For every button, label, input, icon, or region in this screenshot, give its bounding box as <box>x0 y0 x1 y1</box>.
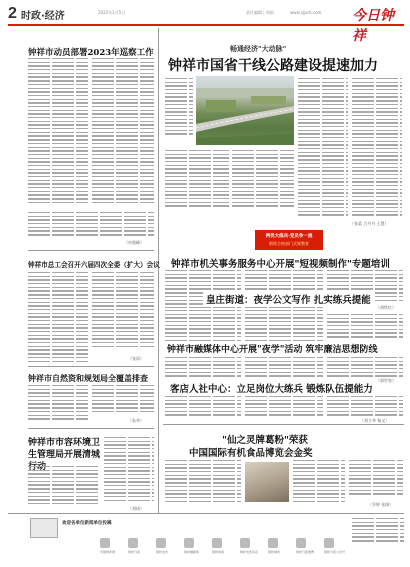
feature-body <box>245 396 323 418</box>
footer-logo <box>30 518 58 538</box>
feature-headline: 钟祥市融媒体中心开展"夜学"活动 筑牢廉洁思想防线 <box>167 342 380 355</box>
road-photo <box>196 76 294 145</box>
feature-banner <box>255 230 323 250</box>
footer-icon-label: 钟祥视频 <box>212 550 225 554</box>
feature-headline: 钟祥市机关事务服务中心开展"短视频制作"专题培训 <box>171 259 390 270</box>
footer-icon-5[interactable] <box>212 538 222 548</box>
feature-byline: （刘立华 杨文） <box>360 418 390 423</box>
bottom-body <box>165 460 241 506</box>
footer-print-info <box>352 518 404 544</box>
footer-icon-label: 中国钟祥网 <box>100 550 116 554</box>
footer-icon-label: 钟祥发布抖音 <box>240 550 259 554</box>
bottom-body <box>293 460 345 506</box>
footer-notice: 欢迎各单位新闻单位投稿 <box>62 521 112 526</box>
feature-body <box>327 314 403 340</box>
footer-icon-2[interactable] <box>128 538 138 548</box>
footer-icon-label: 钟祥发布 <box>156 550 169 554</box>
lead-byline: （张柔 吕丹丹 王慧） <box>350 221 389 226</box>
feature-headline: 皇庄街道：夜学公文写作 扎实练兵提能 <box>203 292 374 306</box>
banner-line-2: 锻炼合格部门式规教育 <box>269 241 309 246</box>
story-body <box>104 437 154 507</box>
footer-icon-4[interactable] <box>184 538 194 548</box>
story-title: 钟祥市动员部署2023年巡察工作 <box>28 48 154 58</box>
lead-photo <box>196 76 294 145</box>
story-body <box>92 385 154 417</box>
bottom-body <box>349 460 403 500</box>
bottom-headline-line1: "仙之灵牌葛粉"荣获 <box>222 435 308 446</box>
footer-icon-6[interactable] <box>240 538 250 548</box>
footer-icon-3[interactable] <box>156 538 166 548</box>
lead-body <box>165 150 229 214</box>
feature-body <box>165 357 241 381</box>
story-byline: （张雨） <box>128 356 144 361</box>
column-divider <box>158 28 159 513</box>
lead-body <box>298 78 348 220</box>
footer-icon-label: 钟祥城市 <box>268 550 281 554</box>
lead-kicker: 畅通经济"大动脉" <box>230 45 287 53</box>
story-byline: （申奥峰） <box>124 240 144 245</box>
editor-label: 责任编辑 | 周韵 <box>246 10 274 15</box>
story-title: 钟祥市市容环境卫生管理局开展清城 <box>28 438 100 460</box>
footer-icon-label: 钟祥日报 <box>128 550 141 554</box>
feature-body <box>165 396 241 418</box>
footer-icon-row <box>100 538 350 558</box>
story-body <box>92 272 154 352</box>
story-divider <box>163 424 404 425</box>
banner-line-1: 两优大练兵·党员争一流 <box>265 234 313 239</box>
story-body <box>28 272 88 366</box>
website-label: www.zjjxrb.com <box>290 10 322 15</box>
footer-icon-8[interactable] <box>296 538 306 548</box>
lead-body <box>352 78 402 220</box>
masthead: 今日钟祥 <box>352 8 394 44</box>
footer-icon-9[interactable] <box>324 538 334 548</box>
story-body <box>28 385 88 425</box>
story-divider <box>28 428 154 429</box>
feature-byline: （胡铁红） <box>376 305 396 310</box>
story-divider <box>28 250 154 251</box>
story-body <box>92 58 154 208</box>
feature-body <box>245 310 323 344</box>
feature-body <box>245 357 323 381</box>
story-body <box>28 466 100 508</box>
footer-icon-7[interactable] <box>268 538 278 548</box>
page-number: 2 <box>8 5 17 22</box>
bottom-byline: （乔婷 张阁） <box>368 502 394 507</box>
feature-headline: 客店人社中心：立足岗位大练兵 锻炼队伍提能力 <box>170 381 375 395</box>
story-title: 钟祥市自然资和规划局全覆盖排查 <box>28 373 148 383</box>
story-divider <box>28 366 154 367</box>
header-rule <box>8 24 404 26</box>
feature-body <box>327 396 403 418</box>
section-label: 时政·经济 <box>21 11 65 22</box>
footer-rule <box>8 513 404 514</box>
story-title: 钟祥市总工会召开六届四次全委（扩大）会议 <box>28 261 160 269</box>
lead-body <box>232 150 294 214</box>
story-byline: （刘琦） <box>128 506 144 511</box>
footer-icon-1[interactable] <box>100 538 110 548</box>
bottom-photo <box>245 462 289 502</box>
story-byline: （朱华） <box>128 418 144 423</box>
story-body <box>28 212 154 242</box>
issue-date: 2022年1月5日 <box>98 10 126 15</box>
lead-body <box>165 78 193 142</box>
feature-body <box>165 310 241 344</box>
feature-byline: （郭世家） <box>376 378 396 383</box>
lead-headline: 钟祥市国省干线公路建设提速加力 <box>168 58 378 74</box>
footer-icon-label: 钟祥日报公众号 <box>324 550 346 554</box>
story-body <box>28 58 88 208</box>
footer-icon-label: 钟祥融媒体 <box>184 550 200 554</box>
footer-icon-label: 钟祥日报微博 <box>296 550 315 554</box>
bottom-headline-line2: 中国国际有机食品博览会金奖 <box>189 448 313 459</box>
